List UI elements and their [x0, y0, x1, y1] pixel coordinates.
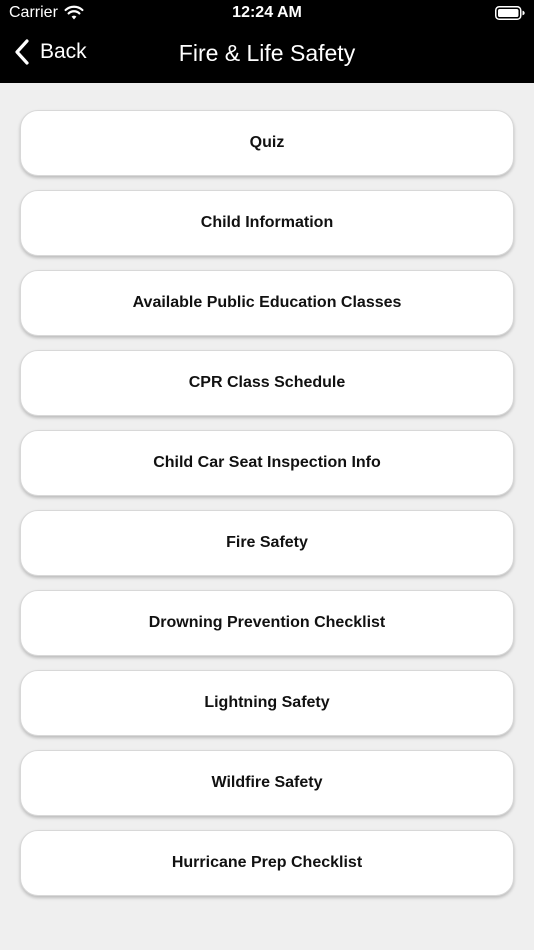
menu-list [20, 110, 514, 910]
menu-item-fire-safety[interactable]: Fire Safety [20, 510, 514, 576]
menu-item-wildfire-safety[interactable]: Wildfire Safety [20, 750, 514, 816]
status-bar [0, 0, 534, 28]
page-title: Fire & Life Safety [178, 40, 356, 66]
battery-icon [495, 6, 525, 20]
menu-item-quiz[interactable]: Quiz [20, 110, 514, 176]
back-label: Back [40, 40, 87, 63]
top-bar [0, 0, 534, 83]
menu-item-public-education-classes[interactable]: Available Public Education Classes [20, 270, 514, 336]
menu-item-hurricane-prep[interactable]: Hurricane Prep Checklist [20, 830, 514, 896]
menu-item-child-information[interactable]: Child Information [20, 190, 514, 256]
menu-item-car-seat-inspection[interactable]: Child Car Seat Inspection Info [20, 430, 514, 496]
navigation-bar [0, 28, 534, 83]
clock: 12:24 AM [232, 4, 302, 21]
menu-item-drowning-prevention[interactable]: Drowning Prevention Checklist [20, 590, 514, 656]
carrier-label: Carrier [9, 4, 58, 21]
menu-item-lightning-safety[interactable]: Lightning Safety [20, 670, 514, 736]
menu-item-cpr-class-schedule[interactable]: CPR Class Schedule [20, 350, 514, 416]
